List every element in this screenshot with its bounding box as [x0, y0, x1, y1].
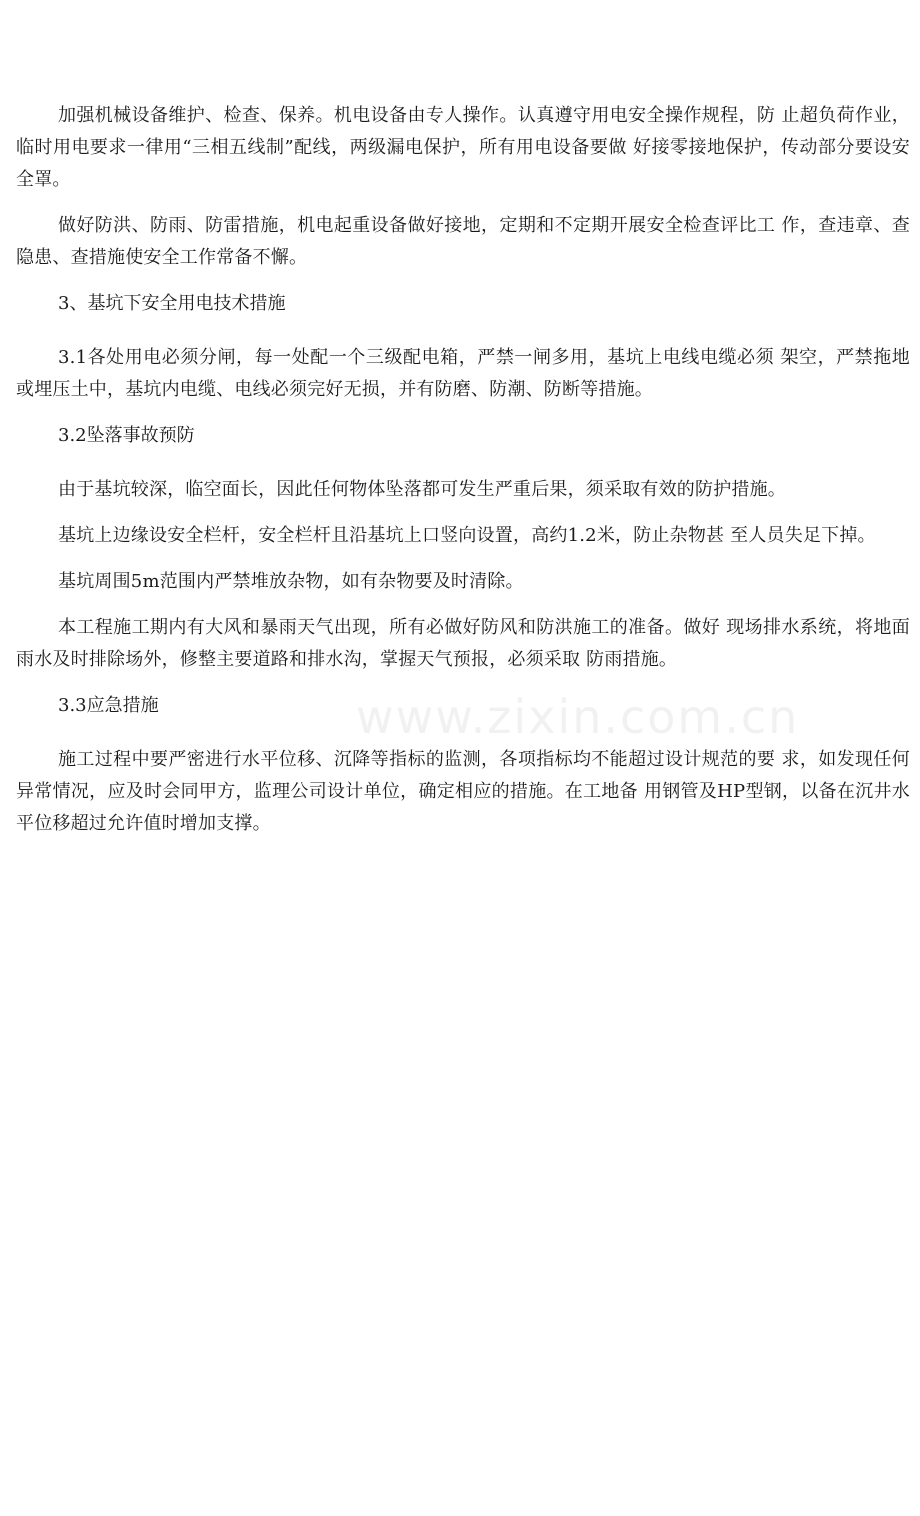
paragraph-flood-lightning-protection: 做好防洪、防雨、防雷措施，机电起重设备做好接地，定期和不定期开展安全检查评比工 作，查违章、查隐患、查措施使安全工作常备不懈。	[16, 215, 910, 268]
watermark: www.zixin.com.cn	[356, 690, 800, 744]
paragraph-railing: 基坑上边缘设安全栏杆，安全栏杆且沿基坑上口竖向设置，高约1.2米，防止杂物甚 至人员失足下掉。	[58, 525, 876, 546]
paragraph-equipment-maintenance: 加强机械设备维护、检查、保养。机电设备由专人操作。认真遵守用电安全操作规程，防 止超负荷作业，临时用电要求一律用“三相五线制”配线，两级漏电保护，所有用电设备要做 好接零接地保护，传动部分要设安全罩。	[16, 105, 910, 190]
section-heading-3-3: 3.3应急措施	[58, 695, 159, 716]
paragraph-debris: 基坑周围5m范围内严禁堆放杂物，如有杂物要及时清除。	[58, 571, 524, 592]
paragraph-fall-risk: 由于基坑较深，临空面长，因此任何物体坠落都可发生严重后果，须采取有效的防护措施。	[58, 479, 786, 500]
paragraph-emergency: 施工过程中要严密进行水平位移、沉降等指标的监测，各项指标均不能超过设计规范的要 求，如发现任何异常情况，应及时会同甲方，监理公司设计单位，确定相应的措施。在工地备 用钢管及HP型钢，以备在沉井水平位移超过允许值时增加支撑。	[16, 749, 910, 834]
paragraph-3-1-electrical: 3.1各处用电必须分闸，每一处配一个三级配电箱，严禁一闸多用，基坑上电线电缆必须 架空，严禁拖地或埋压土中，基坑内电缆、电线必须完好无损，并有防磨、防潮、防断等措施。	[16, 347, 910, 400]
section-heading-3: 3、基坑下安全用电技术措施	[58, 293, 286, 314]
document-body	[16, 100, 910, 854]
paragraph-weather: 本工程施工期内有大风和暴雨天气出现，所有必做好防风和防洪施工的准备。做好 现场排水系统，将地面雨水及时排除场外，修整主要道路和排水沟，掌握天气预报，必须采取 防雨措施。	[16, 617, 910, 670]
section-heading-3-2: 3.2坠落事故预防	[58, 425, 195, 446]
